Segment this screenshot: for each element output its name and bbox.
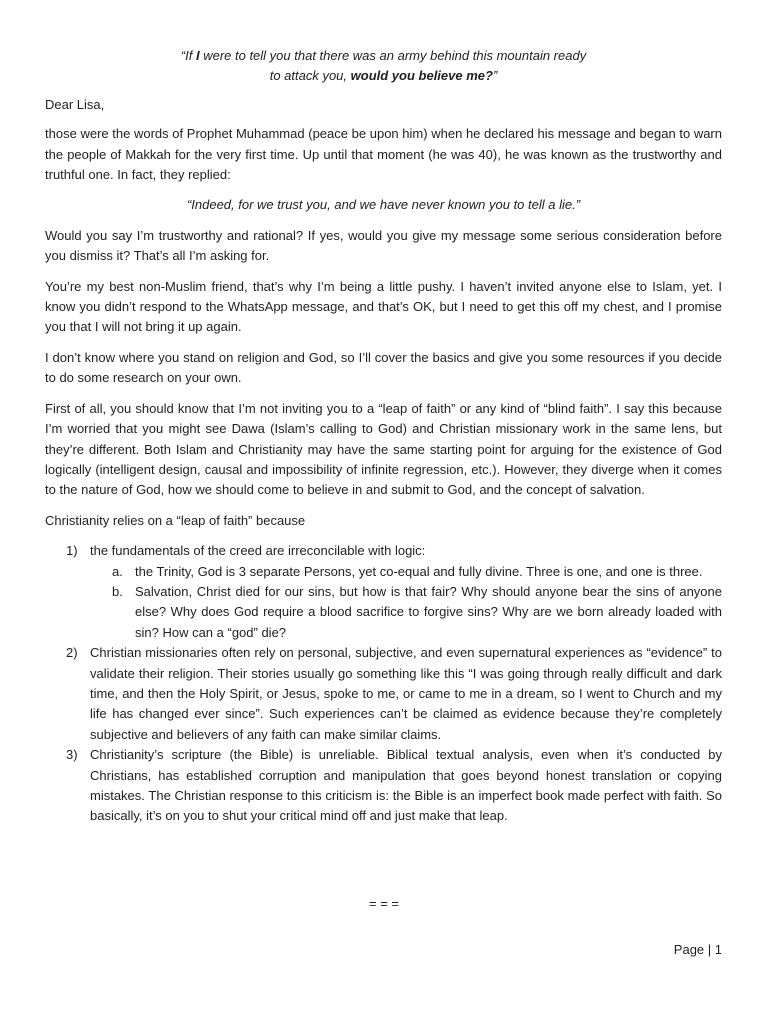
list-item-text: Christian missionaries often rely on personal, subjective, and even supernatural experiences as “evidence” to validate their religion. Their stories usually go something like this “I was going through really difficult and dark time, and then the Holy Spirit, or Jesus, spoke to me, or came to me in a dream, so I went to Church and my life has changed ever since”. Such experiences can’t be claimed as evidence because they’re completely subjective and believers of any faith can make similar claims. xyxy=(90,645,722,742)
list-item-text: Christianity’s scripture (the Bible) is unreliable. Biblical textual analysis, even when it’s conducted by Christians, has established corruption and manipulation that goes beyond honest translation or copying mistakes. The Christian response to this criticism is: the Bible is an imperfect book made perfect with faith. So basically, it’s on you to shut your critical mind off and just make that leap. xyxy=(90,747,722,824)
sub-list-letter: a. xyxy=(112,563,123,579)
sub-list xyxy=(90,562,722,644)
paragraph-leap-of-faith: First of all, you should know that I’m not inviting you to a “leap of faith” or any kind of “blind faith”. I say this because I’m worried that you might see Dawa (Islam’s calling to God) and Christian missionary work in the same lens, but they’re different. Both Islam and Christianity may have the same starting point for arguing for the existence of God logically (intelligent design, causal and impossibility of infinite regression, etc.). However, they diverge when it comes to the nature of God, how we should come to believe in and submit to God, and the concept of salvation. xyxy=(45,400,722,498)
paragraph-list-intro: Christianity relies on a “leap of faith” because xyxy=(45,512,306,528)
list-number: 1) xyxy=(66,543,78,559)
sub-list-item xyxy=(90,562,722,582)
paragraph-trust: Would you say I’m trustworthy and rational? If yes, would you give my message some serious consideration before you dismiss it? That’s all I’m asking for. xyxy=(45,227,722,264)
salutation: Dear Lisa, xyxy=(45,96,105,112)
paragraph-friend: You’re my best non-Muslim friend, that’s why I’m being a little pushy. I haven’t invited anyone else to Islam, yet. I know you didn’t respond to the WhatsApp message, and that’s OK, but I need to get this off my chest, and I promise you that I will not bring it up again. xyxy=(45,278,722,335)
epigraph-quote xyxy=(45,46,722,87)
list-item xyxy=(45,745,722,827)
list-number: 3) xyxy=(66,747,78,763)
sub-list-letter: b. xyxy=(112,583,123,599)
sub-list-item xyxy=(90,582,722,643)
sub-list-item-text: the Trinity, God is 3 separate Persons, yet co-equal and fully divine. Three is one, and one is three. xyxy=(135,563,703,579)
sub-list-item-text: Salvation, Christ died for our sins, but how is that fair? Why should anyone bear the sins of anyone else? Why does God require a blood sacrifice to forgive sins? Why are we born already loaded with sin? How can a “god” die? xyxy=(135,583,722,640)
paragraph-basics: I don’t know where you stand on religion and God, so I’ll cover the basics and give you some resources if you decide to do some research on your own. xyxy=(45,349,722,386)
page-number: Page | 1 xyxy=(673,942,722,957)
quote-reply: “Indeed, for we trust you, and we have never known you to tell a lie.” xyxy=(186,197,581,213)
list-item xyxy=(45,541,722,643)
section-separator: = = = xyxy=(369,896,399,911)
epigraph-line-1: “If I were to tell you that there was an army behind this mountain ready xyxy=(180,48,587,63)
list-number: 2) xyxy=(66,645,78,661)
paragraph-intro: those were the words of Prophet Muhammad (peace be upon him) when he declared his message and began to warn the people of Makkah for the very first time. Up until that moment (he was 40), he was known as the trustworthy and truthful one. In fact, they replied: xyxy=(45,126,722,183)
epigraph-line-2: to attack you, would you believe me?” xyxy=(269,68,498,84)
list-item xyxy=(45,643,722,745)
list-item-text: the fundamentals of the creed are irreconcilable with logic: xyxy=(90,543,426,559)
numbered-list xyxy=(45,541,722,827)
